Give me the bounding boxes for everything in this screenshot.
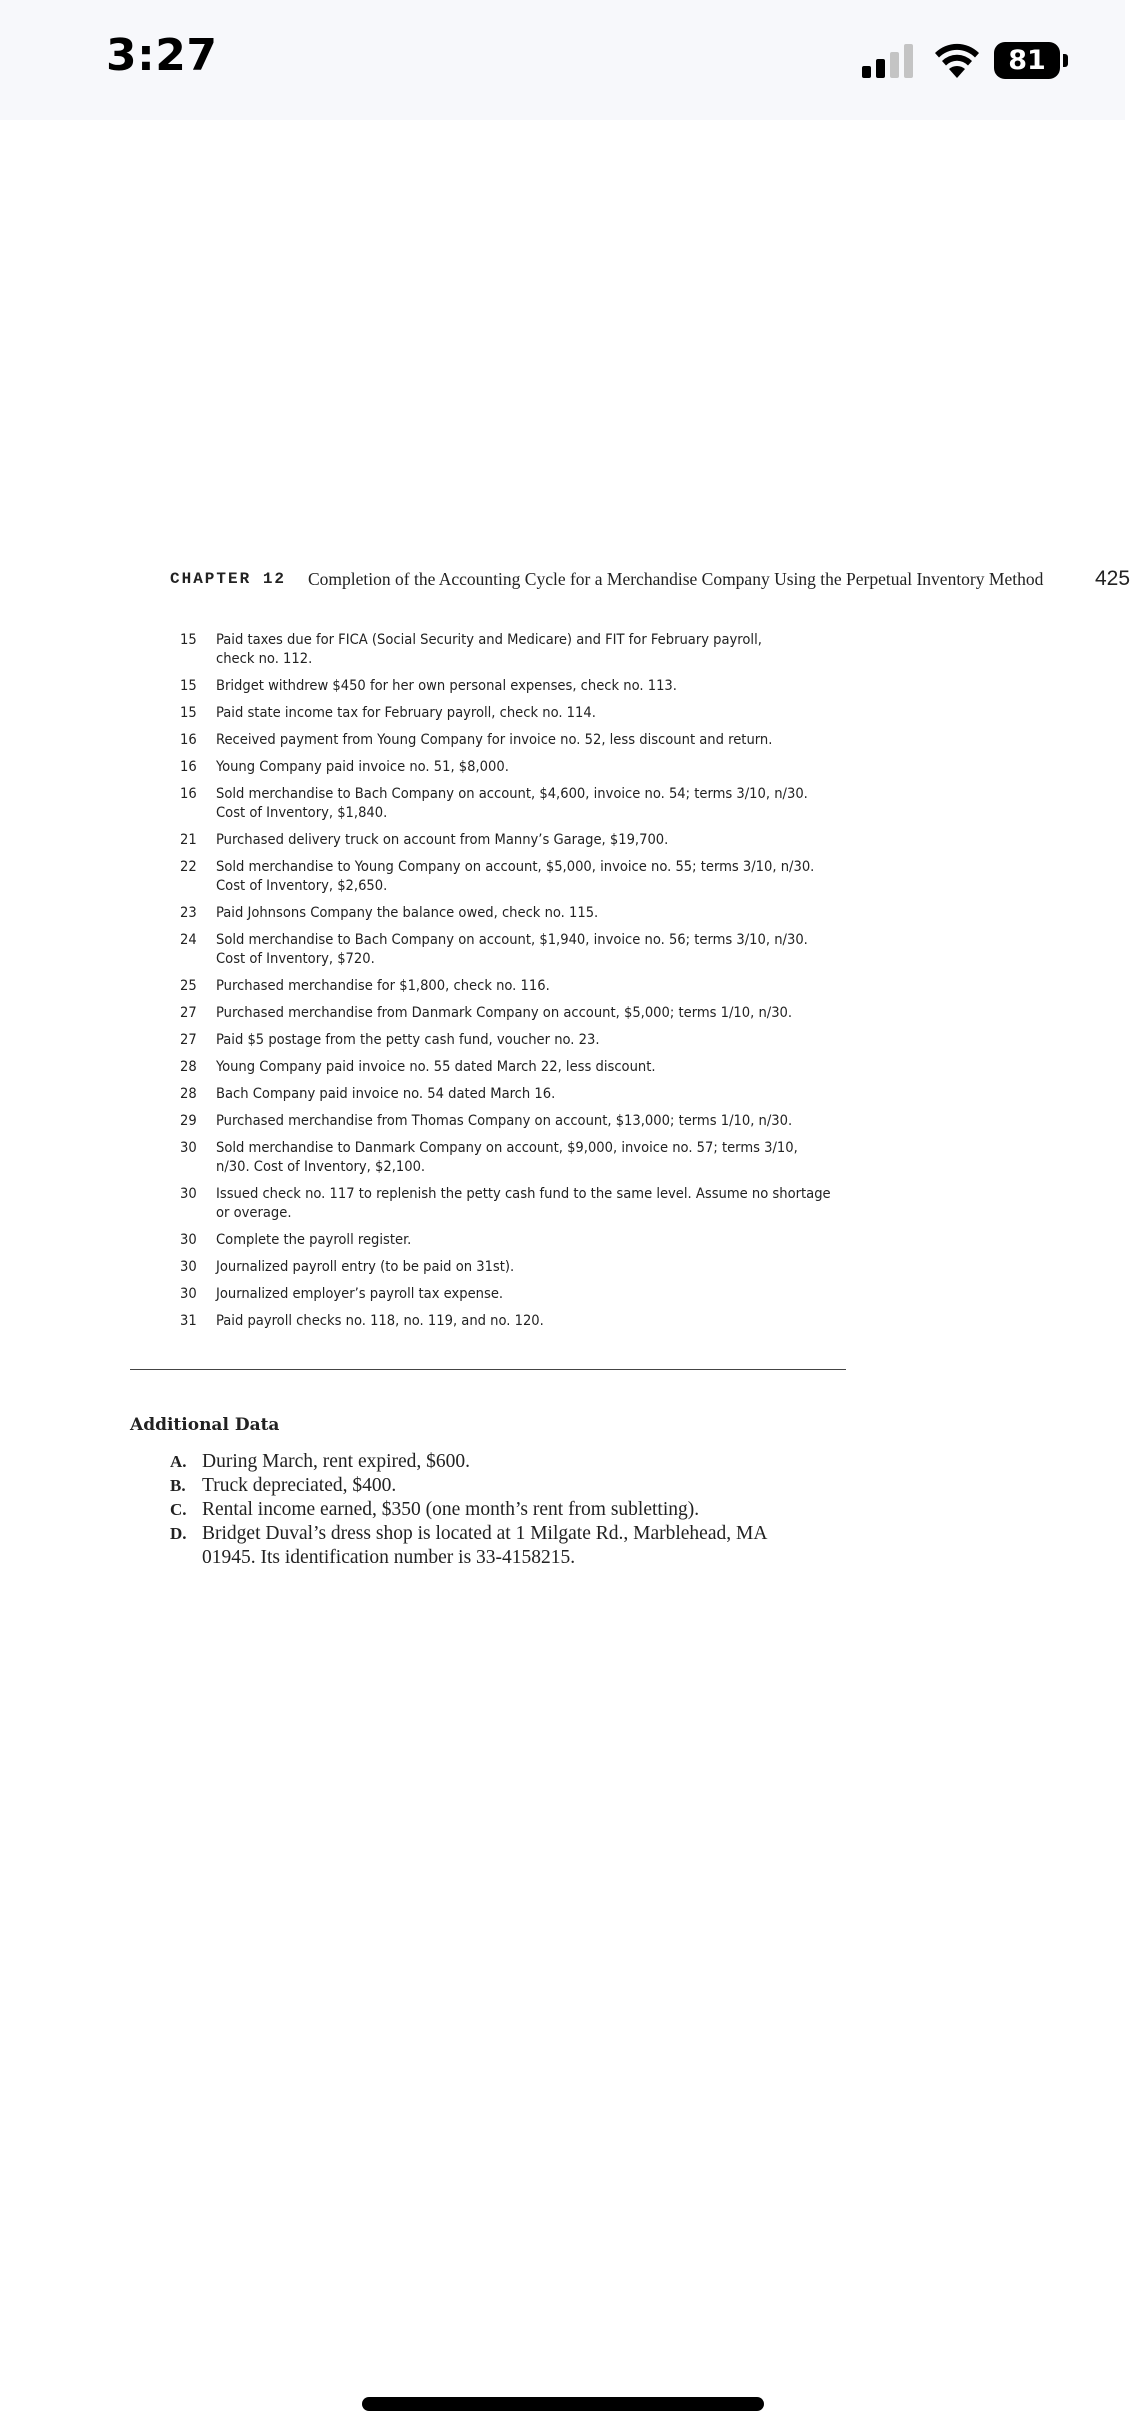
transaction-day: 15	[180, 704, 197, 721]
chapter-title: Completion of the Accounting Cycle for a Merchandise Company Using the Perpetual Inventory Method	[308, 569, 1044, 589]
item-text	[202, 1522, 820, 1570]
transaction-description	[216, 1230, 850, 1249]
transaction-description	[216, 1284, 850, 1303]
transaction-description	[216, 1311, 850, 1330]
item-letter: D.	[170, 1524, 187, 1543]
status-bar	[0, 0, 1125, 120]
transaction-line: Issued check no. 117 to replenish the petty cash fund to the same level. Assume no shortage	[216, 1185, 831, 1202]
transaction-description	[216, 757, 850, 776]
transaction-line: Purchased merchandise from Thomas Company on account, $13,000; terms 1/10, n/30.	[216, 1112, 793, 1129]
transaction-row	[180, 830, 850, 849]
item-text	[202, 1498, 820, 1522]
transaction-description	[216, 1003, 850, 1022]
transaction-day: 28	[180, 1085, 197, 1102]
transaction-day: 24	[180, 931, 197, 948]
transaction-day: 27	[180, 1004, 197, 1021]
item-line: Bridget Duval’s dress shop is located at 1 Milgate Rd., Marblehead, MA	[202, 1523, 768, 1544]
transaction-line: Paid Johnsons Company the balance owed, check no. 115.	[216, 904, 599, 921]
item-line: Truck depreciated, $400.	[202, 1475, 397, 1496]
transaction-row	[180, 1111, 850, 1130]
transaction-day: 30	[180, 1231, 197, 1248]
transaction-day: 15	[180, 677, 197, 694]
transaction-line: Purchased merchandise for $1,800, check no. 116.	[216, 977, 550, 994]
home-indicator	[362, 2397, 764, 2411]
transaction-day: 21	[180, 831, 197, 848]
transaction-day: 27	[180, 1031, 197, 1048]
transaction-description	[216, 630, 850, 668]
transaction-line: Cost of Inventory, $1,840.	[216, 804, 388, 821]
transaction-row	[180, 630, 850, 668]
transaction-row	[180, 1003, 850, 1022]
cellular-signal-icon	[862, 44, 918, 78]
transaction-description	[216, 676, 850, 695]
additional-data-item	[170, 1522, 820, 1570]
status-time: 3:27	[106, 30, 218, 81]
transaction-list	[180, 630, 850, 1338]
transaction-row	[180, 784, 850, 822]
transaction-row	[180, 676, 850, 695]
transaction-line: Paid $5 postage from the petty cash fund, voucher no. 23.	[216, 1031, 600, 1048]
transaction-description	[216, 930, 850, 968]
transaction-description	[216, 1138, 850, 1176]
transaction-description	[216, 1057, 850, 1076]
transaction-line: Young Company paid invoice no. 55 dated March 22, less discount.	[216, 1058, 656, 1075]
transaction-description	[216, 1084, 850, 1103]
transaction-day: 30	[180, 1258, 197, 1275]
transaction-line: Cost of Inventory, $2,650.	[216, 877, 388, 894]
transaction-day: 16	[180, 785, 197, 802]
transaction-description	[216, 903, 850, 922]
transaction-line: Bridget withdrew $450 for her own personal expenses, check no. 113.	[216, 677, 677, 694]
transaction-day: 22	[180, 858, 197, 875]
transaction-row	[180, 857, 850, 895]
battery-icon	[994, 42, 1060, 79]
transaction-line: Journalized employer’s payroll tax expense.	[216, 1285, 504, 1302]
battery-level: 81	[1008, 45, 1046, 76]
additional-data-item	[170, 1450, 820, 1474]
item-letter: A.	[170, 1452, 187, 1471]
transaction-row	[180, 1284, 850, 1303]
transaction-line: Received payment from Young Company for invoice no. 52, less discount and return.	[216, 731, 773, 748]
item-line: Rental income earned, $350 (one month’s rent from subletting).	[202, 1499, 700, 1520]
transaction-day: 29	[180, 1112, 197, 1129]
transaction-line: Paid taxes due for FICA (Social Security and Medicare) and FIT for February payroll,	[216, 631, 762, 648]
transaction-description	[216, 1111, 850, 1130]
chapter-label: CHAPTER 12	[170, 570, 287, 588]
transaction-line: Sold merchandise to Bach Company on account, $1,940, invoice no. 56; terms 3/10, n/30.	[216, 931, 808, 948]
transaction-line: check no. 112.	[216, 650, 313, 667]
transaction-row	[180, 757, 850, 776]
transaction-day: 30	[180, 1139, 197, 1156]
transaction-description	[216, 730, 850, 749]
transaction-row	[180, 1057, 850, 1076]
transaction-line: Purchased merchandise from Danmark Company on account, $5,000; terms 1/10, n/30.	[216, 1004, 793, 1021]
transaction-description	[216, 1184, 850, 1222]
transaction-description	[216, 1257, 850, 1276]
transaction-day: 16	[180, 758, 197, 775]
transaction-line: Young Company paid invoice no. 51, $8,000.	[216, 758, 509, 775]
page-header	[170, 567, 1130, 594]
wifi-icon	[934, 42, 980, 78]
transaction-line: Paid payroll checks no. 118, no. 119, and no. 120.	[216, 1312, 544, 1329]
transaction-line: n/30. Cost of Inventory, $2,100.	[216, 1158, 426, 1175]
additional-data-item	[170, 1474, 820, 1498]
transaction-day: 25	[180, 977, 197, 994]
transaction-line: Sold merchandise to Bach Company on account, $4,600, invoice no. 54; terms 3/10, n/30.	[216, 785, 808, 802]
item-letter: B.	[170, 1476, 186, 1495]
item-line: During March, rent expired, $600.	[202, 1451, 471, 1472]
transaction-description	[216, 830, 850, 849]
transaction-description	[216, 857, 850, 895]
transaction-line: Journalized payroll entry (to be paid on 31st).	[216, 1258, 515, 1275]
transaction-line: or overage.	[216, 1204, 292, 1221]
transaction-line: Sold merchandise to Danmark Company on account, $9,000, invoice no. 57; terms 3/10,	[216, 1139, 798, 1156]
transaction-description	[216, 703, 850, 722]
additional-data-title: Additional Data	[130, 1415, 280, 1435]
item-letter: C.	[170, 1500, 187, 1519]
transaction-row	[180, 703, 850, 722]
transaction-row	[180, 930, 850, 968]
transaction-line: Paid state income tax for February payroll, check no. 114.	[216, 704, 596, 721]
transaction-row	[180, 1138, 850, 1176]
transaction-line: Sold merchandise to Young Company on account, $5,000, invoice no. 55; terms 3/10, n/30.	[216, 858, 815, 875]
transaction-row	[180, 976, 850, 995]
additional-data-item	[170, 1498, 820, 1522]
transaction-day: 30	[180, 1185, 197, 1202]
transaction-day: 16	[180, 731, 197, 748]
transaction-description	[216, 1030, 850, 1049]
transaction-row	[180, 1230, 850, 1249]
transaction-day: 28	[180, 1058, 197, 1075]
transaction-row	[180, 903, 850, 922]
transaction-day: 15	[180, 631, 197, 648]
transaction-line: Purchased delivery truck on account from Manny’s Garage, $19,700.	[216, 831, 669, 848]
item-text	[202, 1474, 820, 1498]
transaction-description	[216, 976, 850, 995]
item-line: 01945. Its identification number is 33-4158215.	[202, 1547, 576, 1568]
transaction-row	[180, 1184, 850, 1222]
transaction-line: Cost of Inventory, $720.	[216, 950, 375, 967]
transaction-row	[180, 1084, 850, 1103]
transaction-description	[216, 784, 850, 822]
transaction-row	[180, 730, 850, 749]
transaction-row	[180, 1311, 850, 1330]
page-number: 425	[1095, 567, 1130, 590]
additional-data-list	[170, 1450, 820, 1570]
transaction-day: 23	[180, 904, 197, 921]
battery-tip	[1063, 54, 1068, 67]
section-divider	[130, 1369, 846, 1370]
transaction-row	[180, 1257, 850, 1276]
transaction-line: Bach Company paid invoice no. 54 dated March 16.	[216, 1085, 556, 1102]
item-text	[202, 1450, 820, 1474]
transaction-row	[180, 1030, 850, 1049]
transaction-day: 30	[180, 1285, 197, 1302]
transaction-day: 31	[180, 1312, 197, 1329]
transaction-line: Complete the payroll register.	[216, 1231, 412, 1248]
